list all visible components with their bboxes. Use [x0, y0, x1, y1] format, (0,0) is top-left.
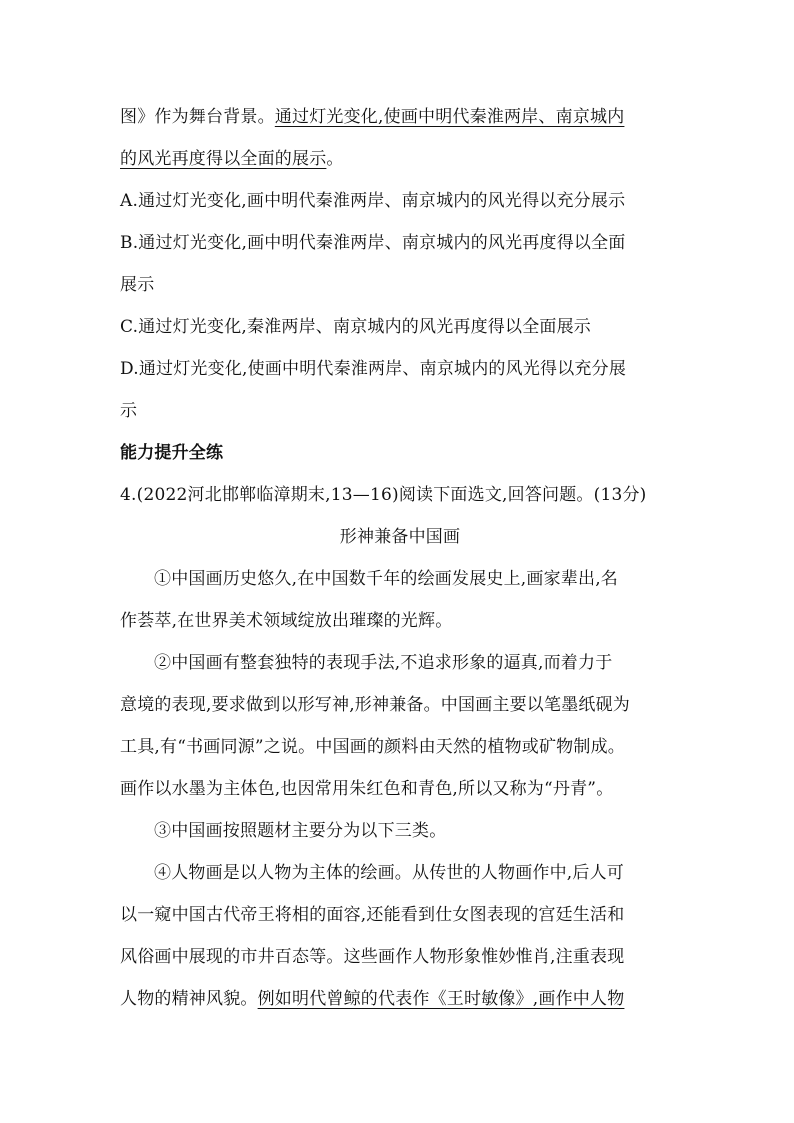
- paragraph-1-line-1: ①中国画历史悠久,在中国数千年的绘画发展史上,画家辈出,名: [154, 569, 619, 589]
- paragraph-3: ③中国画按照题材主要分为以下三类。: [154, 821, 447, 841]
- option-b-line-1: B.通过灯光变化,画中明代秦淮两岸、南京城内的风光再度得以全面: [120, 233, 626, 253]
- paragraph-2-line-2: 意境的表现,要求做到以形写神,形神兼备。中国画主要以笔墨纸砚为: [120, 695, 631, 715]
- q3-line-2: [120, 138, 680, 180]
- paragraph-4-text: 人物的精神风貌。: [120, 989, 258, 1009]
- option-b-line-2: 展示: [120, 275, 155, 295]
- q3-underlined-sentence-end: 的风光再度得以全面的展示: [120, 149, 327, 169]
- option-d-line-1: D.通过灯光变化,使画中明代秦淮两岸、南京城内的风光得以充分展: [120, 359, 627, 379]
- document-page: [120, 96, 680, 1020]
- paragraph-4-line-2: 以一窥中国古代帝王将相的面容,还能看到仕女图表现的宫廷生活和: [120, 905, 625, 925]
- q4-header: 4.(2022河北邯郸临漳期末,13—16)阅读下面选文,回答问题。(13分): [120, 485, 647, 505]
- section-title: 能力提升全练: [120, 443, 224, 463]
- article-title: 形神兼备中国画: [339, 527, 461, 547]
- option-c: C.通过灯光变化,秦淮两岸、南京城内的风光再度得以全面展示: [120, 317, 592, 337]
- q3-text: 图》作为舞台背景。: [120, 107, 275, 127]
- paragraph-1-line-2: 作荟萃,在世界美术领域绽放出璀璨的光辉。: [120, 611, 453, 631]
- paragraph-2-line-4: 画作以水墨为主体色,也因常用朱红色和青色,所以又称为“丹青”。: [120, 779, 614, 799]
- option-a: A.通过灯光变化,画中明代秦淮两岸、南京城内的风光得以充分展示: [120, 191, 626, 211]
- paragraph-4-line-3: 风俗画中展现的市井百态等。这些画作人物形象惟妙惟肖,注重表现: [120, 947, 625, 967]
- q3-line-1: [120, 96, 680, 138]
- paragraph-2-line-3: 工具,有“书画同源”之说。中国画的颜料由天然的植物或矿物制成。: [120, 737, 625, 757]
- paragraph-2-line-1: ②中国画有整套独特的表现手法,不追求形象的逼真,而着力于: [154, 653, 613, 673]
- paragraph-4-line-1: ④人物画是以人物为主体的绘画。从传世的人物画作中,后人可: [154, 863, 625, 883]
- q3-period: 。: [326, 149, 344, 169]
- option-d-line-2: 示: [120, 401, 138, 421]
- paragraph-4-line-4: [120, 978, 680, 1020]
- q3-underlined-sentence: 通过灯光变化,使画中明代秦淮两岸、南京城内: [274, 107, 625, 127]
- paragraph-4-underlined-sentence: 例如明代曾鲸的代表作《王时敏像》,画作中人物: [257, 989, 625, 1009]
